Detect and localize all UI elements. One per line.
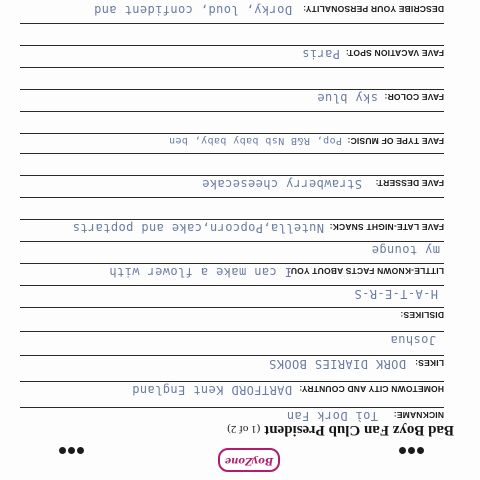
answer-line	[20, 45, 444, 46]
music-label: FAVE TYPE OF MUSIC:	[347, 136, 444, 146]
dot-icon	[399, 447, 406, 454]
answer-line	[20, 197, 444, 198]
vacation-label: FAVE VACATION SPOT:	[345, 48, 444, 58]
music-row	[20, 134, 444, 152]
snack-answer[interactable]: Nutella,Popcorn,cake and poptarts	[72, 221, 324, 235]
likes-label: LIKES:	[414, 358, 444, 368]
personality-answer[interactable]: Dorky, loud, confident and	[93, 3, 292, 17]
likes-answer[interactable]: DORK DIARIES BOOKS	[268, 357, 406, 371]
dislikes-label: DISLIKES:	[400, 310, 444, 320]
facts-label: LITTLE-KNOWN FACTS ABOUT YOU:	[287, 266, 444, 276]
facts-continued	[20, 242, 444, 262]
nickname-label: NICKNAME:	[393, 410, 444, 420]
banner-dots-right	[57, 452, 84, 460]
snack-label: FAVE LATE-NIGHT SNACK:	[329, 222, 444, 232]
snack-row	[20, 220, 444, 238]
answer-line	[20, 407, 444, 408]
nickname-answer[interactable]: Toì Dork Fan	[286, 409, 378, 423]
personality-row	[20, 2, 444, 20]
dot-icon	[408, 447, 415, 454]
dot-icon	[417, 447, 424, 454]
dessert-answer[interactable]: Strawberry cheesecake	[201, 177, 362, 191]
answer-line	[20, 285, 444, 286]
answer-line	[20, 355, 444, 356]
color-label: FAVE COLOR:	[384, 92, 444, 102]
answer-line	[20, 111, 444, 112]
music-answer[interactable]: Pop, R&B Nsb baby baby, ben	[168, 135, 342, 146]
answer-line	[20, 381, 444, 382]
vacation-row	[20, 46, 444, 64]
facts-answer[interactable]: I can make a flower with	[109, 265, 292, 279]
personality-label: DESCRIBE YOUR PERSONALITY:	[303, 4, 444, 14]
brand-logo: BoyZone	[218, 448, 280, 472]
answer-line	[20, 175, 444, 176]
dot-icon	[68, 447, 75, 454]
facts-row	[20, 264, 444, 282]
answer-line	[20, 133, 444, 134]
answer-line	[20, 263, 444, 264]
answer-line	[20, 89, 444, 90]
answer-line	[20, 241, 444, 242]
answer-line	[20, 307, 444, 308]
likes-continued-answer[interactable]: Joshua	[390, 333, 436, 347]
dessert-label: FAVE DESSERT:	[375, 178, 444, 188]
answer-line	[20, 23, 444, 24]
dislikes-row	[20, 308, 444, 326]
answer-line	[20, 331, 444, 332]
dot-icon	[59, 447, 66, 454]
likes-row	[20, 356, 444, 376]
hometown-row	[20, 382, 444, 402]
color-row	[20, 90, 444, 108]
likes-continued	[20, 332, 444, 354]
answer-line	[20, 219, 444, 220]
answer-line	[20, 67, 444, 68]
dot-icon	[77, 447, 84, 454]
dessert-row	[20, 176, 444, 194]
vacation-answer[interactable]: Paris	[301, 47, 340, 61]
dislikes-continued-answer[interactable]: H-A-T-E-R-S	[354, 287, 438, 301]
banner-dots-left	[397, 452, 424, 460]
header-banner	[0, 450, 480, 480]
nickname-row	[20, 408, 444, 426]
hometown-label: HOMETOWN CITY AND COUNTRY:	[299, 384, 444, 394]
dislikes-continued	[20, 286, 444, 306]
hometown-answer[interactable]: DARTFORD Kent England	[131, 383, 292, 397]
answer-line	[20, 153, 444, 154]
title-text: Bad Boyz Fan Club President	[264, 422, 454, 438]
page-note: (1 of 2)	[227, 423, 261, 435]
facts-continued-answer[interactable]: my tounge	[371, 243, 440, 257]
color-answer[interactable]: sky blue	[317, 91, 378, 105]
